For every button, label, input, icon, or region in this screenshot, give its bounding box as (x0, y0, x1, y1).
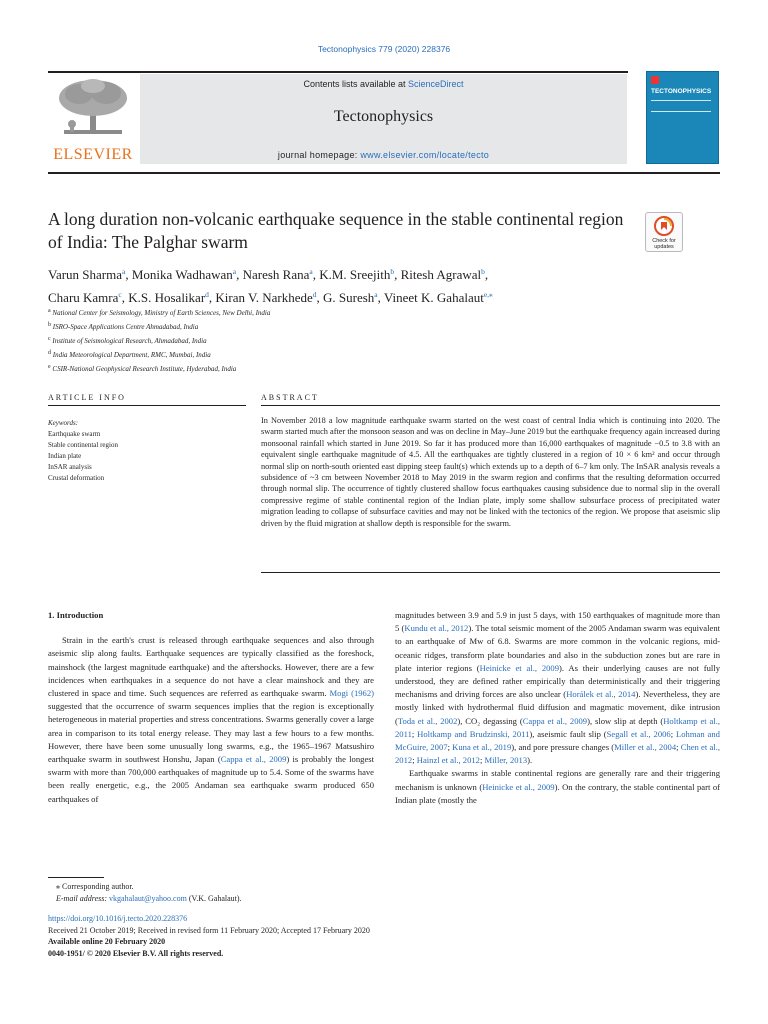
article-info-heading: ARTICLE INFO (48, 393, 126, 402)
publisher-wordmark: ELSEVIER (53, 146, 133, 163)
citation-link[interactable]: Miller, 2013 (484, 755, 528, 766)
citation-link[interactable]: Kuna et al., 2019 (452, 742, 512, 753)
affiliation-item (48, 361, 728, 375)
affiliation-item (48, 305, 728, 319)
author-affiliation-marker[interactable]: c (118, 290, 122, 299)
check-badge-line2: updates (654, 244, 674, 250)
abstract-rule (261, 405, 720, 406)
paragraph-text: ). As their underlying causes are not fully understood, they are defined rather empirically than deterministically and their triggering mechanisms and driving forces are also unclear ( (395, 662, 720, 700)
keywords-heading: Keywords: (48, 419, 79, 427)
author-name: Ritesh Agrawal (400, 267, 482, 282)
email-line (48, 893, 728, 905)
paragraph-text: ), and pore pressure changes ( (511, 742, 615, 753)
check-for-updates-icon (654, 216, 674, 236)
email-owner: (V.K. Gahalaut). (186, 893, 242, 903)
check-badge-line1: Check for (652, 238, 676, 244)
journal-header (140, 74, 627, 164)
author-name: Charu Kamra (48, 290, 119, 305)
citation-link[interactable]: Cappa et al., 2009 (220, 754, 287, 765)
paragraph-text: ) is probably the longest swarm with more than 700,000 earthquakes of magnitude up to 5.4. Some of the swarms have been really energetic, e.g., the 2005 Andaman sea earthquake swarm produced 650 earthquakes of (48, 754, 374, 804)
citation-link[interactable]: Cappa et al., 2009 (522, 715, 588, 726)
paragraph-text: ), aseismic fault slip ( (529, 728, 607, 739)
author-separator: , (312, 267, 320, 282)
author-separator: , (125, 267, 132, 282)
footnote-rule (48, 877, 104, 878)
author-affiliation-marker[interactable]: b (390, 267, 395, 276)
author-name: K.S. Hosalikar (128, 290, 206, 305)
journal-name: Tectonophysics (333, 108, 434, 125)
author-separator: , (208, 290, 216, 305)
available-online: Available online 20 February 2020 (48, 937, 166, 946)
citation-link[interactable]: Chen et al., 2012 (395, 742, 720, 766)
author-separator: , (236, 267, 243, 282)
abstract-text: In November 2018 a low magnitude earthquake swarm started on the west coast of central India which is continuing into 2020. The swarm started much after the monsoon season and was on decline in May–June 2019 but the earthquake frequency again increased during monsoonal rainfall which started in June 2019. So far it has produced more than 16,000 earthquakes of magnitude −0.5 to 3.8 with an equivalent single earthquake magnitude of 4.5. All the earthquakes are tightly clustered in a region of 10 × 6 km² and occur through normal slip on north-south oriented east dipping steep fault(s) which extends up to a depth of 6–7 km only. The InSAR analysis reveals a subsidence of ~3 cm between November 2018 to May 2019 in the swarm region and confirms that the resulting deformation occurred through normal slip. The occurrence of tightly clustered shallow focus earthquakes causing subsidence due to normal slip in the overall compressive regime of stable continental region of the Indian plate, imply some shallow subsurface process of precipitated water migration leading to collapse of subsurface cavities and may not be linked with the tectonics of the region. We propose that aseismic slip driven by the fluid migration at shallow depth is responsible for the swarm. (261, 416, 720, 528)
cover-decoration (651, 100, 711, 112)
affiliation-key: e (48, 364, 51, 370)
paragraph-text: ; (447, 742, 453, 753)
homepage-prefix: journal homepage: (277, 150, 361, 160)
paragraph-text: ). (527, 755, 533, 766)
author-list (48, 262, 728, 308)
keywords-block (48, 418, 246, 484)
affiliation-text: Institute of Seismological Research, Ahmadabad, India (50, 337, 207, 345)
sciencedirect-link[interactable]: ScienceDirect (408, 79, 464, 89)
contents-prefix: Contents lists available at (303, 79, 409, 89)
author-separator: , (484, 267, 489, 282)
affiliation-key: c (48, 336, 51, 342)
journal-cover[interactable] (646, 71, 719, 164)
affiliation-list (48, 305, 728, 375)
article-title: A long duration non-volcanic earthquake sequence in the stable continental region of India: The Palghar swarm (48, 209, 624, 252)
keyword: Indian plate (48, 452, 82, 460)
check-for-updates-badge[interactable] (645, 212, 683, 252)
author-name: Monika Wadhawan (131, 267, 233, 282)
citation-link[interactable]: Holtkamp and Brudzinski, 2011 (417, 728, 530, 739)
keyword: Stable continental region (48, 441, 118, 449)
citation-link[interactable]: Lohman and McGuire, 2007 (395, 728, 720, 753)
paragraph-text: ), CO₂ degassing ( (457, 715, 523, 726)
elsevier-tree-icon (54, 78, 132, 136)
affiliation-text: CSIR-National Geophysical Research Institute, Hyderabad, India (50, 365, 237, 373)
citation-link[interactable]: Heinicke et al., 2009 (479, 662, 560, 673)
footnotes (48, 881, 728, 904)
cover-title: TECTONOPHYSICS (651, 88, 712, 95)
author-separator: , (377, 290, 384, 305)
author-affiliation-marker[interactable]: e,⁎ (483, 290, 493, 299)
affiliation-item (48, 347, 728, 361)
body-column-right (395, 609, 720, 807)
author-name: Varun Sharma (48, 267, 123, 282)
paragraph-text: ; (670, 728, 677, 739)
citation-link[interactable]: Heinicke et al., 2009 (482, 781, 555, 792)
keyword: Crustal deformation (48, 474, 105, 482)
cover-logo-dot (651, 76, 659, 84)
affiliation-item (48, 319, 728, 333)
paragraph-text: ; (412, 755, 417, 766)
journal-reference[interactable]: Tectonophysics 779 (2020) 228376 (317, 44, 451, 54)
affiliation-key: b (48, 322, 51, 328)
author-affiliation-marker[interactable]: b (481, 267, 485, 276)
paragraph-text: ; (676, 742, 681, 753)
affiliation-item (48, 333, 728, 347)
citation-link[interactable]: Horálek et al., 2014 (566, 689, 636, 700)
doi-link[interactable]: https://doi.org/10.1016/j.tecto.2020.228376 (48, 914, 188, 923)
header-bottom-rule (48, 172, 720, 174)
article-metadata (48, 913, 728, 959)
affiliation-key: d (48, 350, 51, 356)
elsevier-logo (48, 74, 138, 164)
citation-link[interactable]: Holtkamp et al., 2011 (395, 715, 721, 739)
author-affiliation-marker[interactable]: a (122, 267, 126, 276)
citation-link[interactable]: Hainzl et al., 2012 (416, 755, 480, 766)
paragraph-text: suggested that the occurrence of swarm sequences implies that the region is exceptionally heterogeneous in material properties and stress concentrations. Swarms generally cover a large area in comparison to its total energy release. They may last a few hours to a few months. However, there have been some unusually long swarms, e.g., the 1965–1967 Matsushiro earthquake swarm in southwest Honshu, Japan ( (48, 701, 374, 765)
received-dates: Received 21 October 2019; Received in revised form 11 February 2020; Accepted 17 February 2020 (48, 925, 370, 935)
citation-link[interactable]: Segall et al., 2006 (606, 728, 671, 739)
author-separator: , (316, 290, 324, 305)
author-name: Naresh Rana (242, 267, 310, 282)
intro-paragraph (395, 767, 720, 807)
affiliation-text: ISRO-Space Applications Centre Ahmadabad, India (51, 323, 199, 331)
keyword: InSAR analysis (48, 463, 92, 471)
paragraph-text: ). Nevertheless, they are mostly linked with hydrothermal fluid diffusion and magmatic movement, dike intrusion ( (395, 689, 721, 726)
author-affiliation-marker[interactable]: a (232, 267, 237, 276)
introduction-heading: 1. Introduction (48, 610, 104, 620)
author-name: Kiran V. Narkhede (215, 290, 313, 305)
copyright-line: 0040-1951/ © 2020 Elsevier B.V. All rights reserved. (48, 948, 224, 958)
paragraph-text: ). On the contrary, the stable continental part of Indian plate (mostly the (395, 781, 720, 805)
paragraph-text: ; (411, 728, 418, 739)
author-affiliation-marker[interactable]: a (374, 290, 378, 299)
paragraph-text: ). The total seismic moment of the 2005 Andaman swarm was equivalent to an earthquake of Mw of 6.8. Swarms are more common in the volcanic regions, mid-oceanic ridges, transform plate boundaries and also in the subduction zones but are rare in plate interior regions ( (395, 623, 720, 673)
author-separator: , (394, 267, 401, 282)
affiliation-text: National Center for Seismology, Ministry of Earth Sciences, New Delhi, India (50, 309, 271, 317)
author-name: Vineet K. Gahalaut (383, 290, 484, 305)
author-affiliation-marker[interactable]: a (309, 267, 313, 276)
body-column-left (48, 609, 374, 806)
citation-link[interactable]: Miller et al., 2004 (614, 742, 677, 753)
email-link[interactable]: vkgahalaut@yahoo.com (109, 893, 187, 903)
abstract-bottom-rule (261, 572, 720, 573)
homepage-line (140, 150, 627, 160)
homepage-link[interactable]: www.elsevier.com/locate/tecto (360, 150, 490, 160)
citation-link[interactable]: Kundu et al., 2012 (404, 623, 469, 634)
paragraph-text: Earthquake swarms in stable continental regions are generally rare and their triggering mechanism is unknown ( (395, 768, 720, 792)
paragraph-text: magnitudes between 3.9 and 5.9 in just 5 days, with 150 earthquakes of magnitude more than 5 ( (395, 610, 720, 634)
author-affiliation-marker[interactable]: d (312, 290, 317, 299)
paragraph-text: ; (479, 755, 485, 766)
intro-paragraph (395, 609, 720, 767)
author-affiliation-marker[interactable]: d (205, 290, 209, 299)
affiliation-text: India Meteorological Department, RMC, Mumbai, India (51, 351, 211, 359)
corresponding-author-note: ⁎ Corresponding author. (56, 882, 134, 891)
citation-link[interactable]: Toda et al., 2002 (397, 715, 458, 726)
article-info-rule (48, 405, 246, 406)
author-separator: , (121, 290, 129, 305)
citation-link[interactable]: Mogi (1962) (329, 688, 375, 699)
affiliation-key: a (48, 308, 51, 314)
paragraph-text: ), slow slip at depth ( (587, 715, 664, 726)
email-label: E-mail address: (56, 893, 110, 903)
keyword: Earthquake swarm (48, 430, 101, 438)
contents-line (140, 79, 627, 89)
header-top-rule (48, 71, 628, 73)
intro-paragraph (48, 634, 374, 806)
abstract-heading: ABSTRACT (261, 393, 319, 402)
author-name: G. Suresh (323, 290, 375, 305)
author-name: K.M. Sreejith (319, 267, 391, 282)
paragraph-text: Strain in the earth's crust is released through earthquake sequences and also through aseismic slip along faults. Earthquake sequences are typically classified as the foreshock, mainshock (the largest magnitude earthquake) and the aftershocks. However, there are a few incidences when earthquakes in a sequence do not have a clear mainshock and they are clustered in space and time. Such sequences are referred as earthquake swarm. (48, 635, 374, 699)
